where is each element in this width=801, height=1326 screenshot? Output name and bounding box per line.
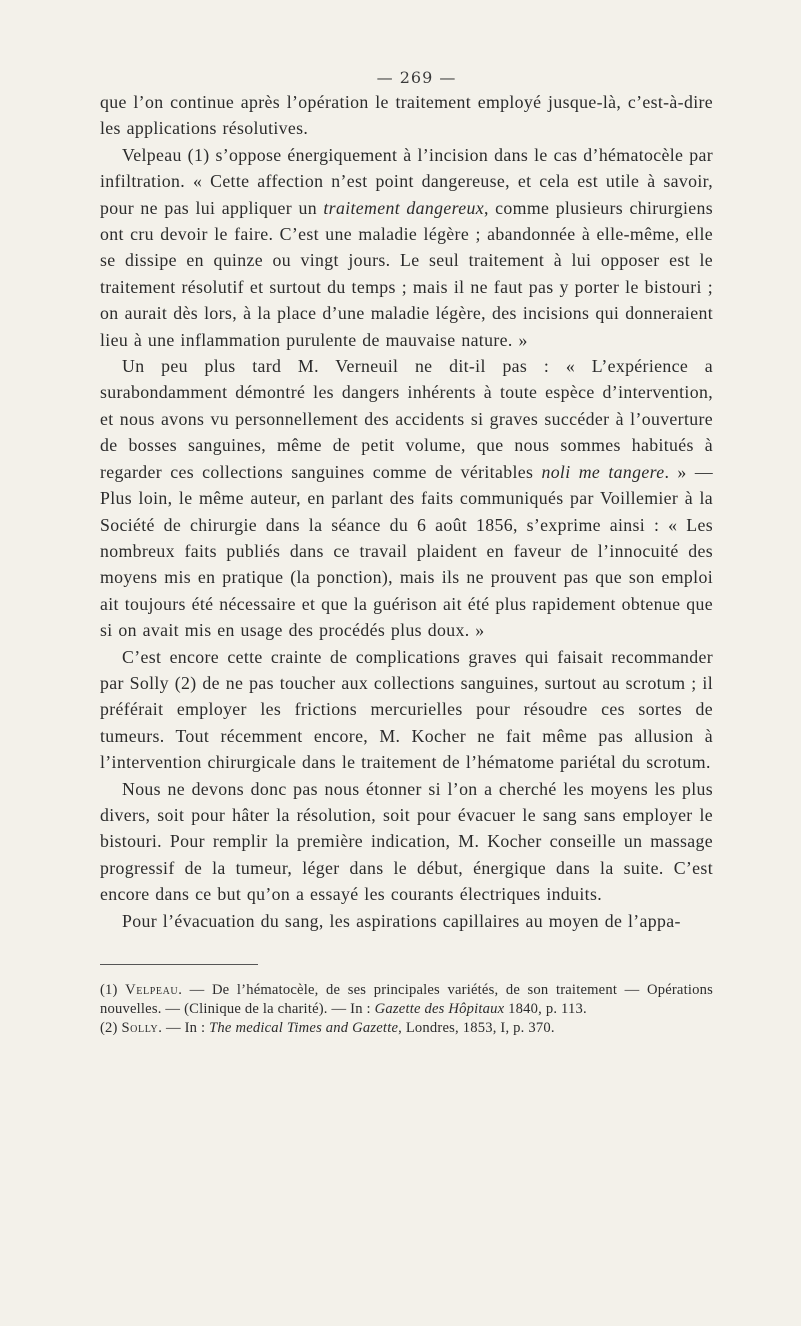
text-run: . — In : (158, 1020, 210, 1037)
book-page (100, 68, 713, 1039)
text-run: , comme plusieurs chirurgiens ont cru devoir le faire. C’est une maladie légère ; abandonnée à elle-même, elle se dissipe en quinze ou vingt jours. Le seul traitement à lui opposer est le traitement résolutif et surtout du temps ; mais il ne faut pas y porter le bistouri ; on aurait dès lors, à la place d’une maladie légère, des incisions qui donneraient lieu à une inflammation purulente de mauvaise nature. » (100, 197, 713, 350)
italic-text: noli me tangere (541, 461, 665, 482)
text-run: (1) (100, 982, 126, 998)
text-run: . — De l’hématocèle, de ses principales variétés, de son traitement — Opérations nouvelles. — (Clinique de la charité). — In : (100, 982, 713, 1018)
paragraph (100, 142, 713, 353)
text-run: , Londres, 1853, I, p. 370. (398, 1020, 555, 1037)
italic-text: traitement dangereux (323, 197, 484, 218)
author-name: Velpeau (125, 982, 179, 998)
text-run: 1840, p. 113. (504, 1001, 587, 1018)
text-run: Pour l’évacuation du sang, les aspirations capillaires au moyen de l’appa- (122, 910, 681, 931)
paragraph (100, 776, 713, 908)
paragraph (100, 644, 713, 776)
text-run: Velpeau (1) s’oppose énergiquement à l’incision dans le cas d’hématocèle par infiltration. « Cette affection n’est point dangereuse, et cela est utile à savoir, pour ne pas lui appliquer un (100, 144, 713, 218)
text-run: C’est encore cette crainte de complications graves qui faisait recommander par Solly (2) de ne pas toucher aux collections sanguines, surtout au scrotum ; il préférait employer les frictions mercurielles pour résoudre ces sortes de tumeurs. Tout récemment encore, M. Kocher ne fait même pas allusion à l’intervention chirurgicale dans le traitement de l’hématome pariétal du scrotum. (100, 646, 713, 773)
paragraph (100, 353, 713, 643)
text-run: . » — Plus loin, le même auteur, en parlant des faits communiqués par Voillemier à la Société de chirurgie dans la séance du 6 août 1856, s’exprime ainsi : « Les nombreux faits publiés dans ce travail plaident en faveur de l’innocuité des moyens mis en pratique (la ponction), mais ils ne prouvent pas que son emploi ait toujours été nécessaire et que la guérison ait été plus rapidement obtenue que si on avait mis en usage des procédés plus doux. » (100, 461, 713, 641)
paragraph (100, 89, 713, 142)
italic-text: Gazette des Hôpitaux (374, 1001, 505, 1018)
author-name: Solly (121, 1020, 159, 1037)
footnotes (100, 981, 713, 1039)
text-run: Nous ne devons donc pas nous étonner si l’on a cherché les moyens les plus divers, soit pour hâter la résolution, soit pour évacuer le sang sans employer le bistouri. Pour remplir la première indication, M. Kocher conseille un massage progressif de la tumeur, léger dans le début, énergique dans la suite. C’est encore dans ce but qu’on a essayé les courants électriques induits. (100, 778, 713, 905)
body-text (100, 89, 713, 934)
text-run: que l’on continue après l’opération le traitement employé jusque-là, c’est-à-dire les applications résolutives. (100, 92, 713, 139)
page-number: — 269 — (376, 68, 457, 87)
footnote (100, 1019, 713, 1038)
footnote-separator (100, 964, 258, 965)
text-run: (2) (100, 1020, 122, 1037)
footnote (100, 981, 713, 1019)
italic-text: The medical Times and Gazette (209, 1020, 399, 1037)
text-run: Un peu plus tard M. Verneuil ne dit-il pas : « L’expérience a surabondamment démontré les dangers inhérents à toute espèce d’intervention, et nous avons vu personnellement des accidents si graves succéder à l’ouverture de bosses sanguines, même de petit volume, que nous sommes habitués à regarder ces collections sanguines comme de véritables (100, 356, 713, 482)
paragraph (100, 908, 713, 934)
